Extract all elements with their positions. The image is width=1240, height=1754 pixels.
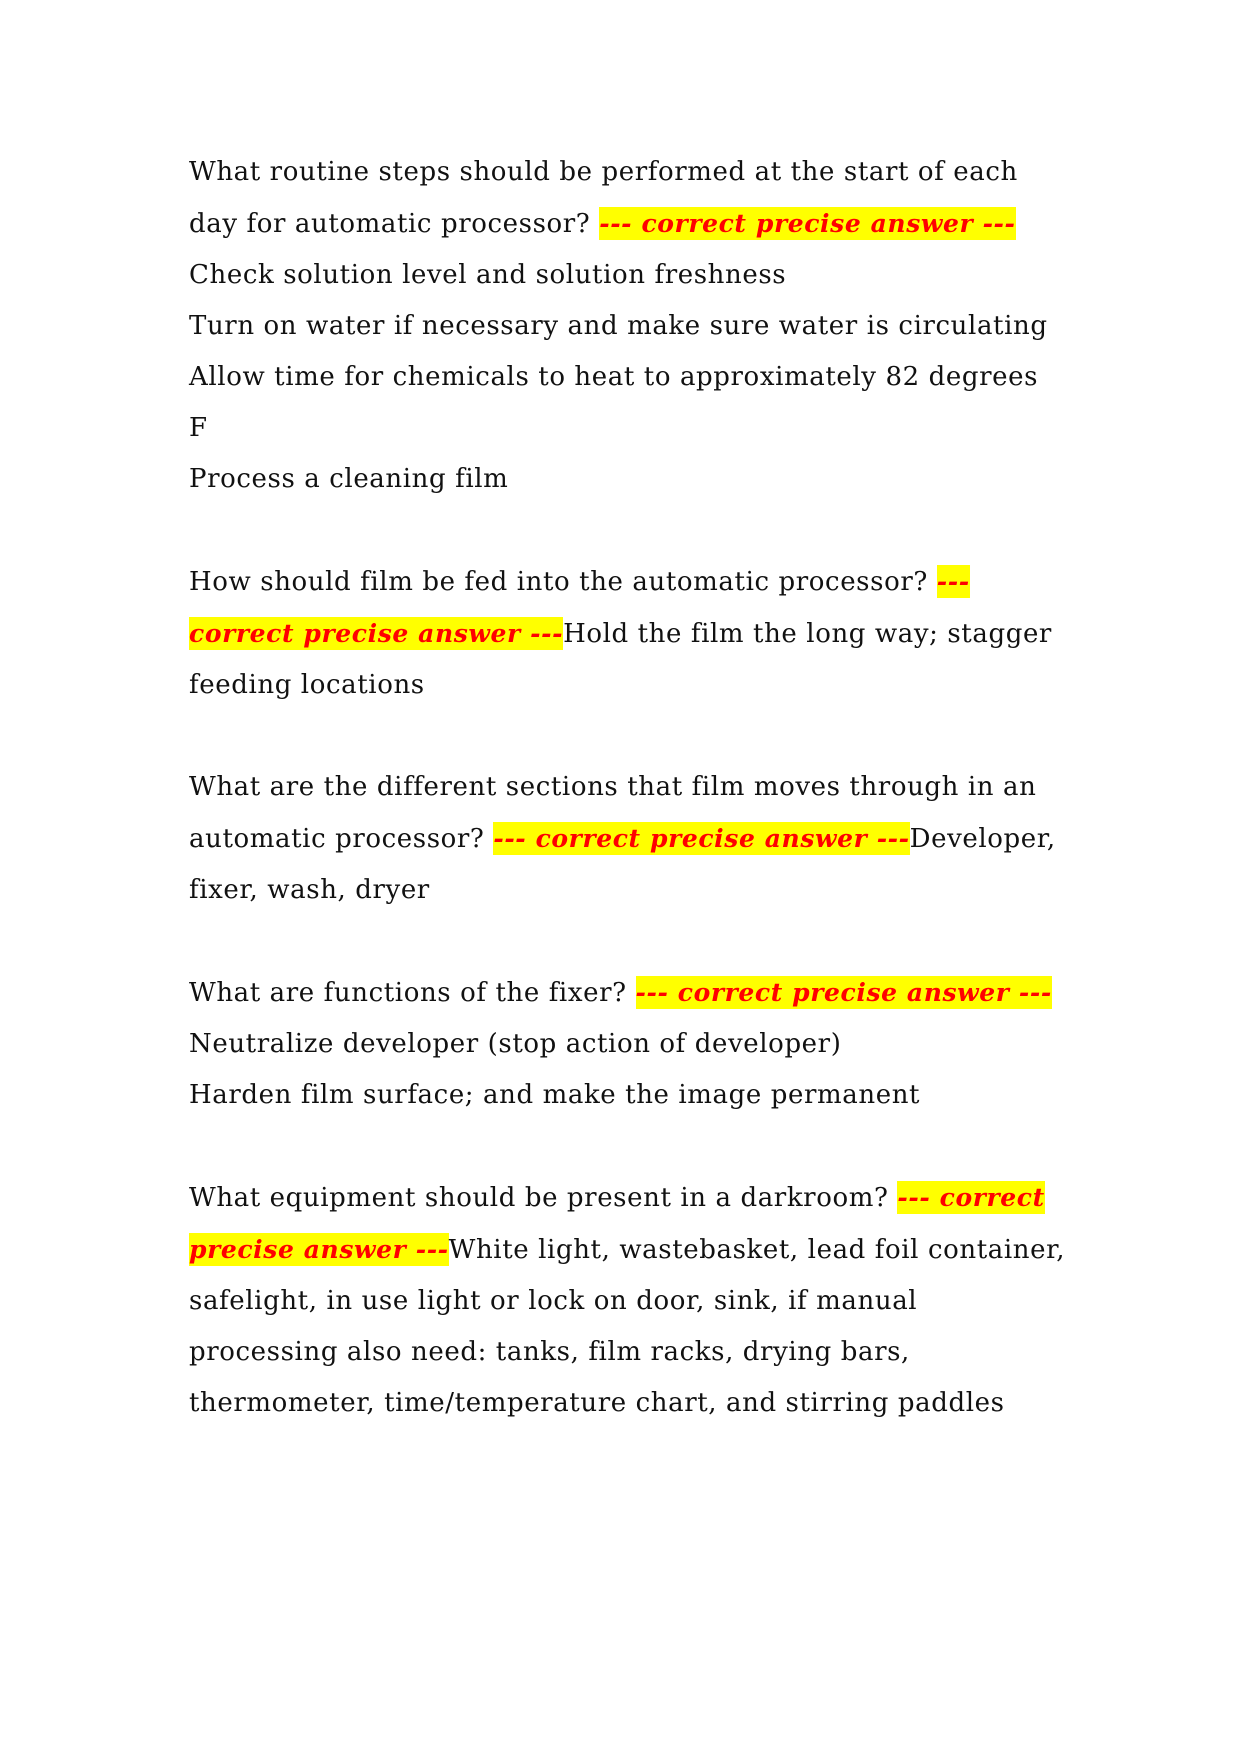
answer-text: White light, wastebasket, lead foil container, (448, 1235, 1066, 1265)
qa-item (189, 967, 1089, 1121)
answer-line (189, 1224, 1089, 1276)
qa-item (189, 147, 1089, 505)
question-text: What routine steps should be performed at the start of each (189, 157, 1018, 187)
qa-item (189, 556, 1089, 711)
answer-text: processing also need: tanks, film racks, drying bars, (189, 1337, 910, 1367)
document-page (189, 147, 1089, 1480)
question-text-end: What equipment should be present in a darkroom? (189, 1183, 898, 1213)
question-text (189, 813, 1089, 865)
question-text (189, 967, 1089, 1019)
answer-line (189, 608, 1089, 660)
answer-text: Developer, (909, 824, 1056, 854)
answer-text: fixer, wash, dryer (189, 875, 430, 905)
question-text (189, 556, 1089, 608)
answer-text: safelight, in use light or lock on door, sink, if manual (189, 1286, 918, 1316)
answer-text: thermometer, time/temperature chart, and stirring paddles (189, 1388, 1005, 1418)
answer-text: F (189, 413, 208, 443)
answer-text: Turn on water if necessary and make sure water is circulating (189, 311, 1048, 341)
answer-marker-close: correct precise answer --- (189, 619, 564, 648)
question-text: What are the different sections that film moves through in an (189, 772, 1037, 802)
answer-marker: --- correct precise answer --- (493, 824, 910, 853)
answer-marker-correct: correct (939, 1183, 1045, 1212)
question-text (189, 198, 1089, 250)
qa-item (189, 762, 1089, 916)
answer-text: Allow time for chemicals to heat to approximately 82 degrees (189, 362, 1039, 392)
answer-text: Hold the film the long way; stagger (563, 619, 1052, 649)
answer-marker-close: precise answer --- (189, 1235, 449, 1264)
answer-marker: --- correct precise answer --- (599, 209, 1016, 238)
answer-marker-open: --- (897, 1183, 931, 1212)
answer-text: Neutralize developer (stop action of developer) (189, 1029, 842, 1059)
question-text-end: What are functions of the fixer? (189, 978, 636, 1008)
question-text-end: day for automatic processor? (189, 209, 600, 239)
question-text-end: How should film be fed into the automatic processor? (189, 567, 937, 597)
answer-marker: --- correct precise answer --- (635, 978, 1052, 1007)
answer-marker-open: --- (936, 567, 970, 596)
question-text (189, 1172, 1089, 1224)
answer-text: Harden film surface; and make the image permanent (189, 1080, 921, 1110)
answer-text: Process a cleaning film (189, 464, 509, 494)
answer-text: feeding locations (189, 670, 425, 700)
answer-text: Check solution level and solution freshness (189, 260, 787, 290)
question-text-end: automatic processor? (189, 824, 494, 854)
qa-item (189, 1172, 1089, 1429)
